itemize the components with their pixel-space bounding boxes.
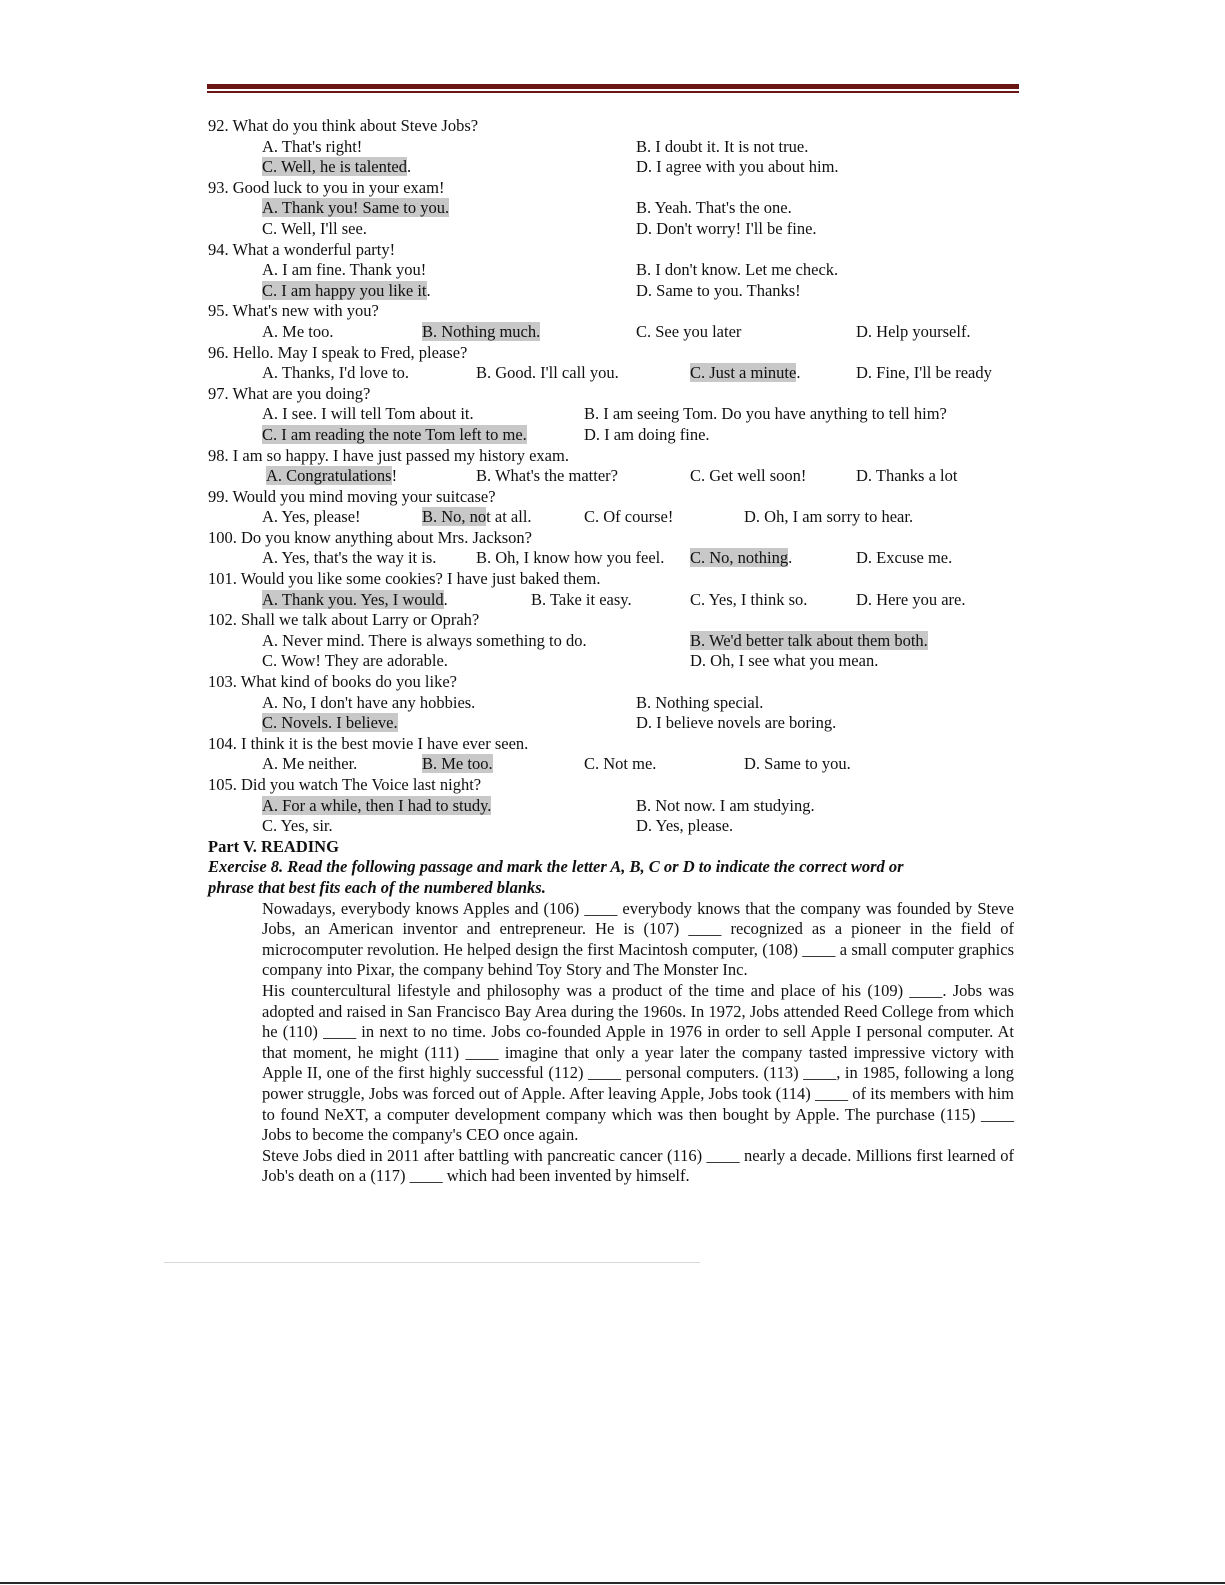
option-d: D. Here you are. <box>856 589 966 609</box>
option-a: A. Thanks, I'd love to. <box>262 363 410 383</box>
option-c: C. Not me. <box>584 754 657 774</box>
option-c <box>262 157 411 178</box>
option-c-rest: . <box>796 363 801 383</box>
highlighted-answer: C. Well, he is talented <box>262 157 408 177</box>
question-93 <box>208 178 1028 199</box>
option-a: A. Never mind. There is always something to do. <box>262 630 587 650</box>
option-b: B. Good. I'll call you. <box>476 363 619 383</box>
option-c-rest: . <box>407 157 412 177</box>
option-c <box>262 713 398 734</box>
option-b <box>422 507 532 528</box>
option-c <box>262 281 431 302</box>
option-a <box>262 198 449 219</box>
option-d: D. I agree with you about him. <box>636 157 839 177</box>
options-row <box>208 260 1028 281</box>
reading-passage <box>208 899 1014 1187</box>
option-d: D. Don't worry! I'll be fine. <box>636 218 817 238</box>
question-stem: 99. Would you mind moving your suitcase? <box>208 486 496 506</box>
option-c <box>262 425 527 446</box>
question-stem: 97. What are you doing? <box>208 383 371 403</box>
option-b: B. Take it easy. <box>531 589 632 609</box>
header-rule-thin <box>207 91 1019 93</box>
highlighted-answer: C. I am happy you like it <box>262 280 427 300</box>
question-stem: 100. Do you know anything about Mrs. Jackson? <box>208 527 533 547</box>
option-d: D. Oh, I am sorry to hear. <box>744 507 914 527</box>
question-94 <box>208 240 1028 261</box>
question-101 <box>208 569 1028 590</box>
option-d: D. I believe novels are boring. <box>636 713 837 733</box>
option-d: D. Help yourself. <box>856 321 971 341</box>
options-row <box>208 548 1028 569</box>
option-d: D. Oh, I see what you mean. <box>690 651 879 671</box>
option-a <box>266 466 397 487</box>
option-b-rest: t at all. <box>486 507 532 527</box>
option-a <box>262 590 448 611</box>
options-row <box>208 693 1028 714</box>
highlighted-answer: A. For a while, then I had to study. <box>262 795 492 815</box>
options-row <box>208 590 1028 611</box>
option-d: D. Same to you. <box>744 754 851 774</box>
option-b: B. What's the matter? <box>476 466 618 486</box>
option-d: D. I am doing fine. <box>584 424 710 444</box>
question-stem: 104. I think it is the best movie I have ever seen. <box>208 733 529 753</box>
question-stem: 101. Would you like some cookies? I have just baked them. <box>208 569 601 589</box>
options-row <box>208 157 1028 178</box>
option-b <box>422 754 493 775</box>
option-d: D. Thanks a lot <box>856 466 958 486</box>
option-d: D. Excuse me. <box>856 548 953 568</box>
option-a: A. Yes, that's the way it is. <box>262 548 437 568</box>
option-a: A. No, I don't have any hobbies. <box>262 692 476 712</box>
options-row <box>208 219 1028 240</box>
footer-separator <box>164 1262 700 1263</box>
option-a: A. That's right! <box>262 136 363 156</box>
option-a: A. I am fine. Thank you! <box>262 260 427 280</box>
option-b: B. Oh, I know how you feel. <box>476 548 665 568</box>
highlighted-answer: B. We'd better talk about them both. <box>690 630 928 650</box>
option-a-rest: . <box>443 589 448 609</box>
option-c: C. Of course! <box>584 507 674 527</box>
highlighted-answer: A. Congratulations <box>266 466 392 486</box>
part-title: Part V. READING <box>208 836 339 856</box>
options-row <box>208 754 1028 775</box>
option-d: D. Same to you. Thanks! <box>636 280 801 300</box>
options-row <box>208 281 1028 302</box>
question-stem: 102. Shall we talk about Larry or Oprah? <box>208 610 480 630</box>
option-b: B. Not now. I am studying. <box>636 795 815 815</box>
option-c: C. Yes, sir. <box>262 816 333 836</box>
question-95 <box>208 301 1028 322</box>
question-104 <box>208 734 1028 755</box>
header-rule-thick <box>207 84 1019 89</box>
options-row <box>208 425 1028 446</box>
passage-paragraph-2: His countercultural lifestyle and philosophy was a product of the time and place of his (109) ____. Jobs was adopted and raised in San Francisco Bay Area during the 1960s. In 1972, Jobs attended Reed College from which he (110) ____ in next to no time. Jobs co-founded Apple in 1976 in order to sell Apple I personal computer. At that moment, he might (111) ____ imagine that only a year later the company tasted impressive victory with Apple II, one of the first highly successful (112) ____ personal computers. (113) ____, in 1985, following a long power struggle, Jobs was forced out of Apple. After leaving Apple, Jobs took (114) ____ of its members with him to found NeXT, a computer development company which was then bought by Apple. The purchase (115) ____ Jobs to become the company's CEO once again. <box>262 980 1014 1145</box>
question-98 <box>208 446 1028 467</box>
options-row <box>208 322 1028 343</box>
question-stem: 105. Did you watch The Voice last night? <box>208 775 482 794</box>
option-b: B. I doubt it. It is not true. <box>636 136 809 156</box>
option-a <box>262 796 491 817</box>
options-row <box>208 796 1028 817</box>
options-row <box>208 404 1028 425</box>
highlighted-answer: C. I am reading the note Tom left to me. <box>262 424 527 444</box>
page-bottom-border <box>0 1582 1225 1584</box>
question-stem: 95. What's new with you? <box>208 301 379 321</box>
question-92 <box>208 116 1028 137</box>
option-a: A. Me too. <box>262 321 334 341</box>
options-row <box>208 713 1028 734</box>
question-97 <box>208 384 1028 405</box>
passage-paragraph-3: Steve Jobs died in 2011 after battling with pancreatic cancer (116) ____ nearly a decade. Millions first learned of Job's death on a (117) ____ which had been invented by himself. <box>262 1145 1014 1186</box>
options-row <box>208 198 1028 219</box>
highlighted-answer: A. Thank you. Yes, I would <box>262 589 444 609</box>
option-b: B. Yeah. That's the one. <box>636 198 792 218</box>
highlighted-answer: B. Me too. <box>422 754 493 774</box>
question-stem: 92. What do you think about Steve Jobs? <box>208 116 479 135</box>
highlighted-answer: C. Just a minute <box>690 363 797 383</box>
option-a: A. Yes, please! <box>262 507 361 527</box>
options-row <box>208 816 1028 837</box>
option-b <box>690 631 928 652</box>
question-99 <box>208 487 1028 508</box>
option-a: A. I see. I will tell Tom about it. <box>262 404 474 424</box>
question-stem: 94. What a wonderful party! <box>208 239 396 259</box>
option-c: C. Get well soon! <box>690 466 807 486</box>
option-c: C. See you later <box>636 321 742 341</box>
passage-paragraph-1: Nowadays, everybody knows Apples and (106) ____ everybody knows that the company was founded by Steve Jobs, an American inventor and entrepreneur. He is (107) ____ recognized as a pioneer in the field of microcomputer revolution. He helped design the first Macintosh computer, (108) ____ a small computer graphics company into Pixar, the company behind Toy Story and The Monster Inc. <box>262 898 1014 980</box>
options-row <box>208 507 1028 528</box>
highlighted-answer: A. Thank you! Same to you. <box>262 198 450 218</box>
header-rule <box>207 84 1019 93</box>
options-row <box>208 651 1028 672</box>
option-d: D. Fine, I'll be ready <box>856 363 992 383</box>
option-c: C. Wow! They are adorable. <box>262 651 448 671</box>
question-stem: 103. What kind of books do you like? <box>208 672 457 692</box>
option-b <box>422 322 540 343</box>
question-105 <box>208 775 1028 796</box>
options-row <box>208 137 1028 158</box>
question-stem: 93. Good luck to you in your exam! <box>208 177 445 197</box>
exercise-content <box>208 116 1028 1187</box>
highlighted-answer: C. No, nothing <box>690 548 789 568</box>
exercise-instruction-line-1: Exercise 8. Read the following passage and mark the letter A, B, C or D to indicate the correct word or <box>208 857 904 877</box>
question-103 <box>208 672 1028 693</box>
option-b: B. I am seeing Tom. Do you have anything to tell him? <box>584 404 947 424</box>
question-96 <box>208 343 1028 364</box>
question-stem: 96. Hello. May I speak to Fred, please? <box>208 342 468 362</box>
option-c: C. Yes, I think so. <box>690 589 808 609</box>
option-c <box>690 548 792 569</box>
option-c: C. Well, I'll see. <box>262 218 367 238</box>
question-stem: 98. I am so happy. I have just passed my history exam. <box>208 445 569 465</box>
exercise-instruction-line-2: phrase that best fits each of the numbered blanks. <box>208 877 546 897</box>
option-c-rest: . <box>788 548 793 568</box>
highlighted-answer: B. Nothing much. <box>422 321 541 341</box>
option-a: A. Me neither. <box>262 754 358 774</box>
option-c-rest: . <box>426 280 431 300</box>
highlighted-answer: C. Novels. I believe. <box>262 713 398 733</box>
highlighted-answer: B. No, no <box>422 507 487 527</box>
question-100 <box>208 528 1028 549</box>
options-row <box>208 466 1028 487</box>
option-b: B. I don't know. Let me check. <box>636 260 839 280</box>
options-row <box>208 363 1028 384</box>
option-b: B. Nothing special. <box>636 692 764 712</box>
option-d: D. Yes, please. <box>636 816 734 836</box>
options-row <box>208 631 1028 652</box>
option-a-rest: ! <box>391 466 398 486</box>
question-102 <box>208 610 1028 631</box>
option-c <box>690 363 800 384</box>
